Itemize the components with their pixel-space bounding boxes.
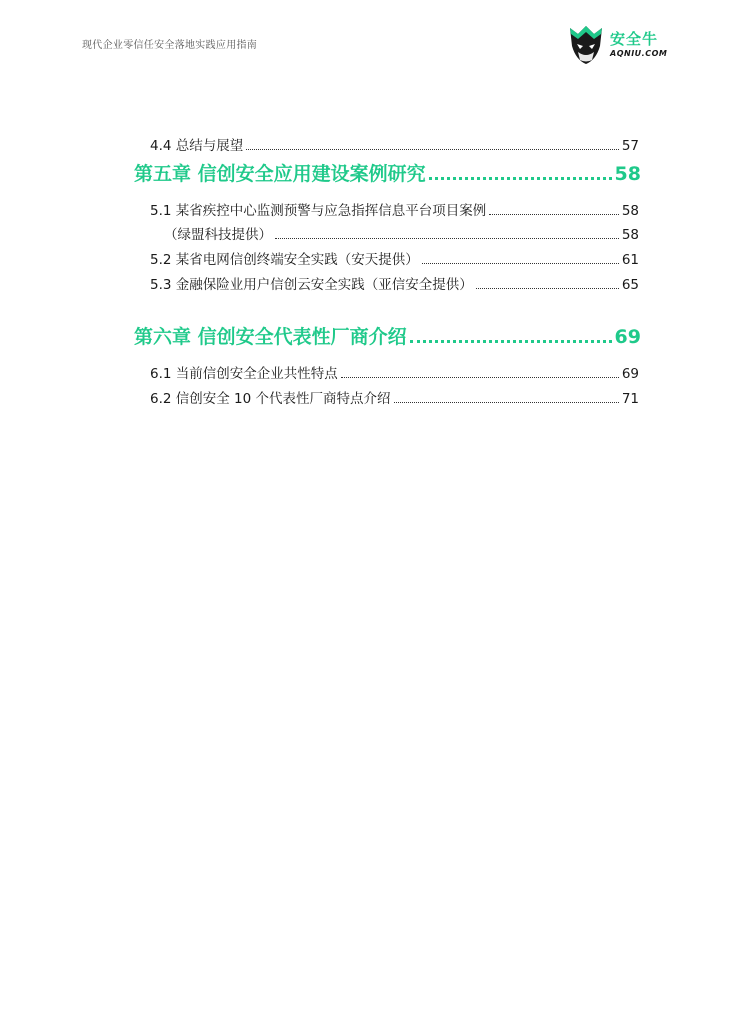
toc-leader-dots: [410, 340, 612, 343]
toc-entry-label: 6.1 当前信创安全企业共性特点: [150, 366, 338, 382]
toc-chapter-entry[interactable]: [134, 322, 641, 349]
toc-entry[interactable]: [150, 387, 639, 407]
toc-page-number: 69: [614, 326, 641, 348]
toc-leader-dots: [476, 288, 619, 289]
toc-entry-label: 6.2 信创安全 10 个代表性厂商特点介绍: [150, 391, 391, 407]
shield-logo-icon: [566, 22, 606, 66]
toc-entry-label: （绿盟科技提供）: [164, 227, 272, 243]
toc-entry-label: 5.2 某省电网信创终端安全实践（安天提供）: [150, 252, 419, 268]
toc-entry-label: 4.4 总结与展望: [150, 138, 244, 154]
toc-entry-label: 5.3 金融保险业用户信创云安全实践（亚信安全提供）: [150, 277, 473, 293]
toc-page-number: 58: [621, 227, 639, 243]
toc-page-number: 65: [621, 277, 639, 293]
toc-leader-dots: [275, 238, 619, 239]
logo-text: 安全牛: [610, 30, 659, 48]
toc-entry[interactable]: [150, 362, 639, 382]
toc-page-number: 58: [621, 203, 639, 219]
toc-entry-label: 5.1 某省疾控中心监测预警与应急指挥信息平台项目案例: [150, 203, 487, 219]
logo: [566, 22, 666, 66]
toc-leader-dots: [429, 177, 612, 180]
toc-leader-dots: [394, 402, 619, 403]
toc-entry[interactable]: [150, 134, 639, 154]
toc-entry[interactable]: [150, 273, 639, 293]
toc-entry[interactable]: [164, 223, 639, 243]
toc-leader-dots: [489, 214, 619, 215]
toc-entry-label: 第五章 信创安全应用建设案例研究: [134, 163, 426, 185]
toc-entry-label: 第六章 信创安全代表性厂商介绍: [134, 326, 407, 348]
toc-leader-dots: [422, 263, 619, 264]
toc-page-number: 58: [614, 163, 641, 185]
toc-page-number: 61: [621, 252, 639, 268]
toc-chapter-entry[interactable]: [134, 159, 641, 186]
toc-entry[interactable]: [150, 248, 639, 268]
toc-leader-dots: [341, 377, 619, 378]
toc-page-number: 69: [621, 366, 639, 382]
toc-page-number: 71: [621, 391, 639, 407]
logo-subtext: AQNIU.COM: [610, 49, 668, 58]
document-title: 现代企业零信任安全落地实践应用指南: [82, 40, 258, 51]
toc-page-number: 57: [621, 138, 639, 154]
toc-entry[interactable]: [150, 199, 639, 219]
toc-leader-dots: [246, 149, 619, 150]
